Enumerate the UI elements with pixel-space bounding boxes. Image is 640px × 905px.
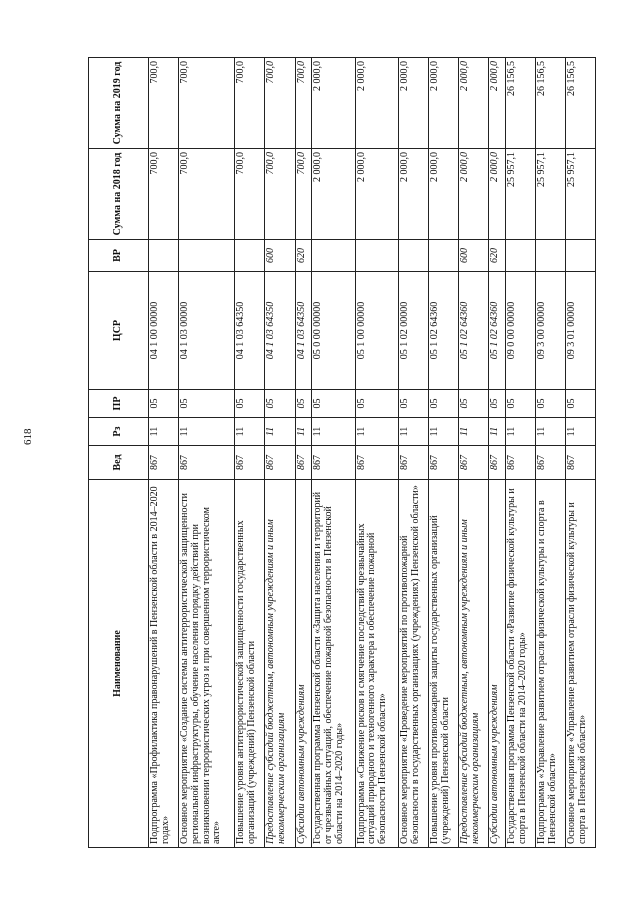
row-csr: 05 1 02 00000	[398, 272, 428, 390]
row-rz: 11	[565, 418, 595, 446]
row-name: Предоставление субсидий бюджетным, автономным учреждениям и иным некоммерческим организациям	[265, 480, 295, 848]
row-pr: 05	[149, 390, 179, 418]
row-vr	[505, 240, 535, 272]
row-csr: 05 0 00 00000	[312, 272, 355, 390]
row-ved: 867	[295, 446, 312, 480]
row-vr: 600	[265, 240, 295, 272]
header-vr: ВР	[89, 240, 149, 272]
row-sum-2018: 2 000,0	[355, 149, 398, 240]
row-ved: 867	[488, 446, 505, 480]
row-csr: 04 1 03 00000	[179, 272, 235, 390]
row-sum-2019: 2 000,0	[458, 58, 488, 149]
row-sum-2019: 2 000,0	[428, 58, 458, 149]
row-sum-2018: 700,0	[235, 149, 265, 240]
table-row	[149, 58, 179, 848]
row-pr: 05	[565, 390, 595, 418]
row-sum-2018: 700,0	[179, 149, 235, 240]
row-sum-2018: 25 957,1	[535, 149, 565, 240]
table-row	[312, 58, 355, 848]
row-csr: 09 0 00 00000	[505, 272, 535, 390]
row-vr	[355, 240, 398, 272]
row-vr: 620	[488, 240, 505, 272]
row-rz: 11	[265, 418, 295, 446]
table-row	[235, 58, 265, 848]
row-sum-2018: 700,0	[295, 149, 312, 240]
row-csr: 04 1 03 64350	[295, 272, 312, 390]
row-sum-2019: 700,0	[295, 58, 312, 149]
table-row	[428, 58, 458, 848]
row-csr: 05 1 00 00000	[355, 272, 398, 390]
row-rz: 11	[458, 418, 488, 446]
row-rz: 11	[235, 418, 265, 446]
header-pr: ПР	[89, 390, 149, 418]
row-pr: 05	[458, 390, 488, 418]
row-ved: 867	[535, 446, 565, 480]
row-pr: 05	[428, 390, 458, 418]
row-rz: 11	[179, 418, 235, 446]
row-pr: 05	[398, 390, 428, 418]
row-ved: 867	[398, 446, 428, 480]
table-row	[355, 58, 398, 848]
row-vr: 620	[295, 240, 312, 272]
row-sum-2019: 2 000,0	[355, 58, 398, 149]
table-row	[265, 58, 295, 848]
row-vr	[398, 240, 428, 272]
row-csr: 04 1 00 00000	[149, 272, 179, 390]
row-sum-2018: 700,0	[265, 149, 295, 240]
header-rz: Рз	[89, 418, 149, 446]
row-sum-2018: 2 000,0	[398, 149, 428, 240]
row-rz: 11	[312, 418, 355, 446]
row-sum-2019: 2 000,0	[398, 58, 428, 149]
row-vr	[149, 240, 179, 272]
row-vr	[235, 240, 265, 272]
row-rz: 11	[295, 418, 312, 446]
row-name: Повышение уровня противопожарной защиты государственных организаций (учреждений) Пензенской области	[428, 480, 458, 848]
row-sum-2019: 700,0	[179, 58, 235, 149]
table-row	[505, 58, 535, 848]
table-row	[488, 58, 505, 848]
row-name: Субсидии автономным учреждениям	[295, 480, 312, 848]
header-name: Наименование	[89, 480, 149, 848]
row-name: Подпрограмма «Профилактика правонарушений в Пензенской области в 2014–2020 годах»	[149, 480, 179, 848]
table-row	[565, 58, 595, 848]
row-name: Государственная программа Пензенской области «Защита населения и территорий от чрезвычайных ситуаций, обеспечение пожарной безопасности в Пензенской области на 2014–2020 годы»	[312, 480, 355, 848]
row-ved: 867	[355, 446, 398, 480]
row-name: Повышение уровня антитеррористической защищенности государственных организаций (учреждений) Пензенской области	[235, 480, 265, 848]
row-name: Государственная программа Пензенской области «Развитие физической культуры и спорта в Пензенской области на 2014–2020 годы»	[505, 480, 535, 848]
row-sum-2019: 26 156,5	[535, 58, 565, 149]
row-pr: 05	[235, 390, 265, 418]
row-ved: 867	[565, 446, 595, 480]
row-vr	[312, 240, 355, 272]
row-pr: 05	[355, 390, 398, 418]
table-row	[535, 58, 565, 848]
row-pr: 05	[505, 390, 535, 418]
row-sum-2018: 2 000,0	[458, 149, 488, 240]
table-row	[458, 58, 488, 848]
row-rz: 11	[149, 418, 179, 446]
table-header-row	[89, 58, 149, 848]
row-rz: 11	[428, 418, 458, 446]
row-pr: 05	[265, 390, 295, 418]
row-sum-2018: 2 000,0	[428, 149, 458, 240]
row-name: Субсидии автономным учреждениям	[488, 480, 505, 848]
row-ved: 867	[458, 446, 488, 480]
table-row	[179, 58, 235, 848]
row-vr	[565, 240, 595, 272]
row-sum-2019: 26 156,5	[505, 58, 535, 149]
row-sum-2018: 2 000,0	[488, 149, 505, 240]
row-pr: 05	[488, 390, 505, 418]
row-ved: 867	[149, 446, 179, 480]
row-rz: 11	[535, 418, 565, 446]
row-name: Основное мероприятие «Проведение мероприятий по противопожарной безопасности в государственных организациях (учреждениях) Пензенской области»	[398, 480, 428, 848]
row-ved: 867	[428, 446, 458, 480]
row-sum-2019: 2 000,0	[488, 58, 505, 149]
row-csr: 09 3 01 00000	[565, 272, 595, 390]
row-sum-2019: 26 156,5	[565, 58, 595, 149]
table-row	[295, 58, 312, 848]
budget-table	[88, 57, 596, 848]
row-sum-2018: 25 957,1	[505, 149, 535, 240]
row-csr: 05 1 02 64360	[488, 272, 505, 390]
row-pr: 05	[535, 390, 565, 418]
row-vr	[535, 240, 565, 272]
row-sum-2019: 700,0	[149, 58, 179, 149]
row-sum-2019: 700,0	[265, 58, 295, 149]
row-csr: 04 1 03 64350	[235, 272, 265, 390]
row-csr: 05 1 02 64360	[428, 272, 458, 390]
row-name: Основное мероприятие «Создание системы антитеррористической защищенности региональной инфраструктуры, обучение населения порядку действий при возникновении террористических угроз и при совершенном террористическом акте»	[179, 480, 235, 848]
row-ved: 867	[235, 446, 265, 480]
row-ved: 867	[179, 446, 235, 480]
row-name: Основное мероприятие «Управление развитием отрасли физической культуры и спорта в Пензенской области»	[565, 480, 595, 848]
row-csr: 05 1 02 64360	[458, 272, 488, 390]
row-csr: 09 3 00 00000	[535, 272, 565, 390]
row-ved: 867	[312, 446, 355, 480]
row-name: Предоставление субсидий бюджетным, автономным учреждениям и иным некоммерческим организациям	[458, 480, 488, 848]
row-rz: 11	[505, 418, 535, 446]
table-row	[398, 58, 428, 848]
header-sum-2018: Сумма на 2018 год	[89, 149, 149, 240]
row-ved: 867	[265, 446, 295, 480]
row-sum-2019: 2 000,0	[312, 58, 355, 149]
row-vr	[179, 240, 235, 272]
row-vr: 600	[458, 240, 488, 272]
row-rz: 11	[488, 418, 505, 446]
row-csr: 04 1 03 64350	[265, 272, 295, 390]
row-rz: 11	[398, 418, 428, 446]
page-number: 618	[22, 428, 34, 445]
row-ved: 867	[505, 446, 535, 480]
row-name: Подпрограмма «Управление развитием отрасли физической культуры и спорта в Пензенской области»	[535, 480, 565, 848]
row-sum-2018: 25 957,1	[565, 149, 595, 240]
header-ved: Вед	[89, 446, 149, 480]
row-vr	[428, 240, 458, 272]
row-name: Подпрограмма «Снижение рисков и смягчение последствий чрезвычайных ситуаций природного и техногенного характера и обеспечение пожарной безопасности Пензенской области»	[355, 480, 398, 848]
header-csr: ЦСР	[89, 272, 149, 390]
header-sum-2019: Сумма на 2019 год	[89, 58, 149, 149]
row-sum-2018: 2 000,0	[312, 149, 355, 240]
row-rz: 11	[355, 418, 398, 446]
row-pr: 05	[295, 390, 312, 418]
rotated-table-container	[88, 58, 596, 848]
row-pr: 05	[312, 390, 355, 418]
row-pr: 05	[179, 390, 235, 418]
row-sum-2018: 700,0	[149, 149, 179, 240]
row-sum-2019: 700,0	[235, 58, 265, 149]
